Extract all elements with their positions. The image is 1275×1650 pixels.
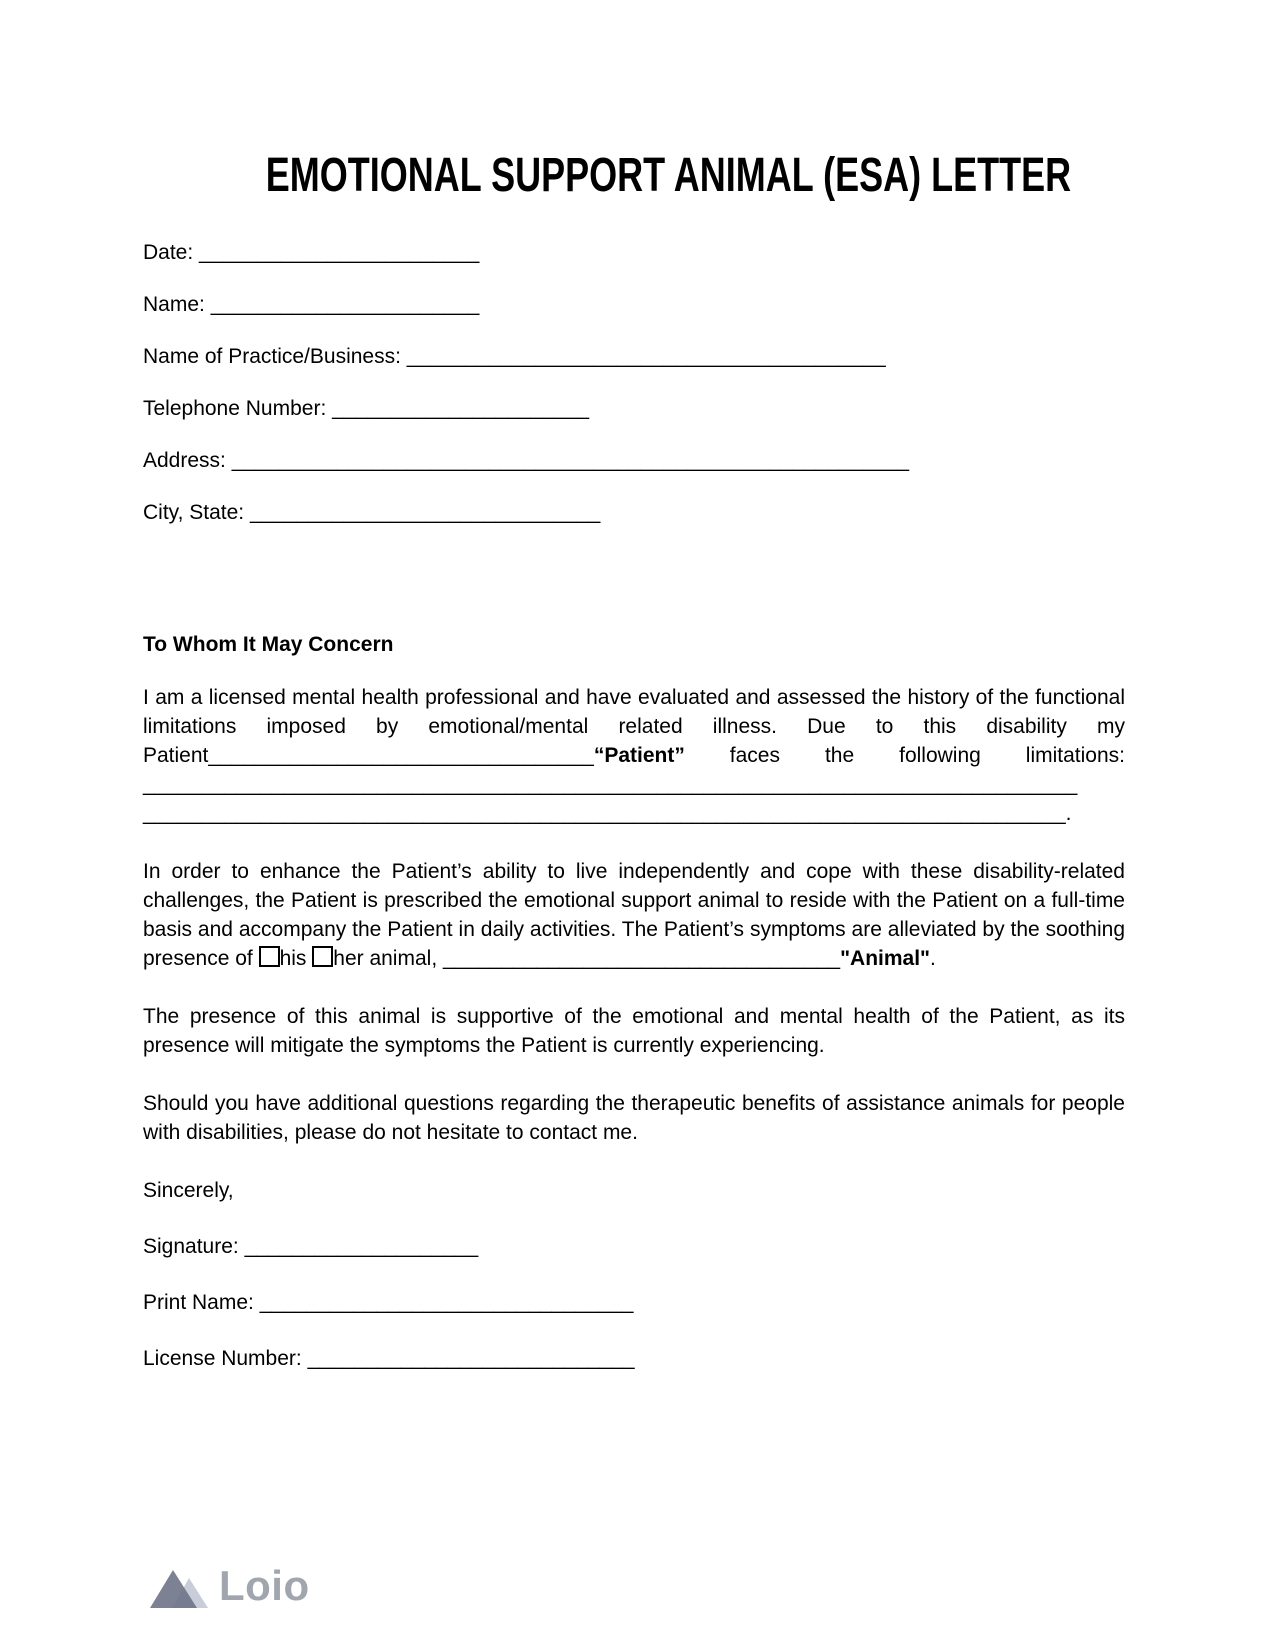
limitations-blank-line-1[interactable]: ________________________________________________________________________________ [143,773,1078,796]
address-field-label: Address: [143,449,232,472]
loio-mountain-icon [150,1563,208,1609]
name-blank[interactable]: _______________________ [210,293,480,316]
practice-name-blank[interactable]: _________________________________________ [406,345,886,368]
name-field-label: Name: [143,293,211,316]
letter-body [143,683,1125,1147]
paragraph-questions-text: Should you have additional questions regarding the therapeutic benefits of assistance animals for people with disabilities, please do not hesitate to contact me. [143,1092,1125,1144]
signoff: Sincerely, [143,1179,234,1202]
paragraph-evaluation-text: faces the following limitations: [684,744,1125,767]
practice-field [143,342,1125,371]
date-field [143,238,1125,267]
paragraph-prescription-text: . [930,947,936,970]
city-state-field-label: City, State: [143,501,250,524]
paragraph-prescription-text: her animal, [333,947,443,970]
salutation: To Whom It May Concern [143,633,394,656]
city-state-field [143,498,1125,527]
paragraph-evaluation-text: I am a licensed mental health professional and have evaluated and assessed the history of the functional limitations imposed by emotional/mental related illness. Due to this disability my Patient [143,686,1125,767]
paragraph-prescription-text: In order to enhance the Patient’s ability to live independently and cope with these disability-related challenges, the Patient is prescribed the emotional support animal to reside with the Patient on a full-time basis and accompany the Patient in daily activities. The Patient’s symptoms are alleviated by the soothing presence of [143,860,1125,970]
paragraph-questions [143,1089,1125,1147]
paragraph-presence [143,1002,1125,1060]
paragraph-evaluation-text: . [1065,802,1072,825]
loio-logo [150,1562,310,1610]
address-blank[interactable]: __________________________________________________________ [231,449,910,472]
print-name-line [143,1288,1125,1317]
practice-field-label: Name of Practice/Business: [143,345,407,368]
animal-name-blank[interactable]: __________________________________ [442,947,841,970]
header-fields [143,238,1125,550]
address-field [143,446,1125,475]
paragraph-presence-text: The presence of this animal is supportive of the emotional and mental health of the Patient, as its presence will mitigate the symptoms the Patient is currently experiencing. [143,1005,1125,1057]
loio-logo-text: Loio [219,1562,310,1609]
city-state-blank[interactable]: ______________________________ [249,501,601,524]
paragraph-prescription-text: "Animal" [840,947,931,970]
signature-line [143,1232,1125,1261]
telephone-field [143,394,1125,423]
his-checkbox[interactable] [259,946,280,967]
signature-blank[interactable]: ____________________ [244,1235,479,1258]
paragraph-evaluation-text: “Patient” [593,744,685,767]
license-number-blank[interactable]: ____________________________ [307,1347,635,1370]
license-number-line [143,1344,1125,1373]
date-blank[interactable]: ________________________ [199,241,480,264]
print-name-blank[interactable]: ________________________________ [259,1291,634,1314]
telephone-blank[interactable]: ______________________ [332,397,590,420]
paragraph-evaluation [143,683,1125,828]
her-checkbox[interactable] [312,946,333,967]
signature-line-label: Signature: [143,1235,245,1258]
paragraph-prescription-text: his [279,947,313,970]
print-name-line-label: Print Name: [143,1291,260,1314]
patient-name-blank[interactable]: _________________________________ [208,744,594,767]
date-field-label: Date: [143,241,200,264]
document-title: EMOTIONAL SUPPORT ANIMAL (ESA) LETTER [265,149,1072,202]
limitations-blank-line-2[interactable]: _______________________________________________________________________________ [143,802,1066,825]
telephone-field-label: Telephone Number: [143,397,333,420]
closing-block [143,1176,1125,1400]
paragraph-prescription [143,857,1125,973]
name-field [143,290,1125,319]
license-number-line-label: License Number: [143,1347,308,1370]
